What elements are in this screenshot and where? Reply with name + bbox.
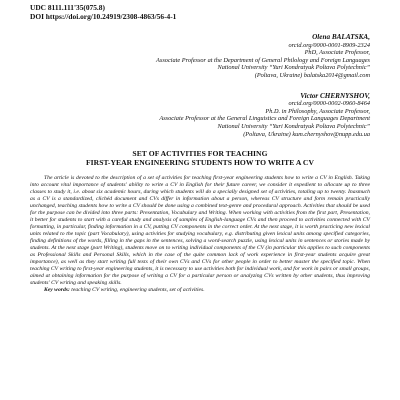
author-university: National University “Yuri Kondratyuk Poltava Polytechnic” (217, 122, 370, 130)
author-location-email[interactable]: (Poltava, Ukraine) balatska2014@gmail.com (254, 71, 370, 79)
author-orcid[interactable]: orcid.org/0000-0001-8909-2324 (288, 41, 370, 49)
author-degree: Ph.D. in Philosophy, Associate Professor, (265, 107, 370, 115)
keywords-label: Key words: (44, 286, 70, 293)
abstract-paragraph: The article is devoted to the description of a set of activities for teaching first-year engineering students how to write a CV in English. Taking into account vital importance of students' ability to write a CV in English for their future career, we consider it expedient to allocate up to three classes to study it, i.e. about six academic hours, during which students will do a specially designed set of activities, totaling up to twenty. Inasmuch as a CV is a standardized, clichéd document and CVs differ in information about a person, whereas CV structure and form remain practically unchanged, teaching students how to write a CV should be done using a combined text-genre and procedural approach. Activities that should be used for the purpose can be divided into three parts: Presentation, Vocabulary and Writing. When working with activities from the first part, Presentation, it better for students to start with a careful study and analysis of samples of English-language CVs and then proceed to activities connected with CV formatting, in particular, finding information in a CV, putting CV components in the correct order. At the next stage, it is worth practicing new lexical units related to the topic (part Vocabulary), using activities for studying vocabulary, e.g. distributing given lexical units among specified categories, finding definitions of the words, filling in the gaps in the sentences, solving a word-search puzzle, using lexical units in sentences or stories made by students. At the next stage (part Writing), students move on to writing individual components of the CV (in particular this applies to such components as Professional Skills and Personal Skills, which in the case of the quite common lack of work experience in first-year students acquire great importance), as well as they start writing full texts of their own CVs and CVs for other people in order to better master the specified topic. When teaching CV writing to first-year engineering students, it is necessary to use activities both for individual work, and for work in pairs or small groups, aimed at obtaining information for the purpose of writing a CV for a particular person or analyzing CVs written by other students, thus improving students' CV writing and speaking skills. (30, 174, 370, 286)
author-name: Olena BALATSKA, (312, 33, 370, 41)
author-degree: PhD, Associate Professor, (304, 49, 370, 57)
doi-link[interactable]: DOI https://doi.org/10.24919/2308-4863/56-4-1 (30, 12, 177, 21)
author-position: Associate Professor at the General Linguistics and Foreign Languages Department (159, 115, 370, 123)
author-position: Associate Professor at the Department of General Philology and Foreign Languages (156, 56, 370, 64)
author-university: National University “Yuri Kondratyuk Poltava Polytechnic” (217, 64, 370, 72)
author-location-email[interactable]: (Poltava, Ukraine) kum.chernyshov@nupp.edu.ua (243, 130, 370, 138)
article-title (30, 149, 370, 167)
title-line-1: SET OF ACTIVITIES FOR TEACHING (132, 149, 268, 159)
author-name: Victor CHERNYSHOV, (300, 91, 370, 100)
keywords-line (30, 287, 370, 294)
author-block-2 (30, 92, 370, 139)
author-block-1 (30, 33, 370, 80)
title-line-2: FIRST-YEAR ENGINEERING STUDENTS HOW TO WRITE A CV (85, 158, 314, 168)
udc-code: UDC 8111.111'35(075.8) (30, 3, 105, 12)
keywords-text: teaching CV writing, engineering students, set of activities. (71, 286, 205, 293)
author-orcid[interactable]: orcid.org/0000-0002-0960-8464 (288, 100, 370, 108)
